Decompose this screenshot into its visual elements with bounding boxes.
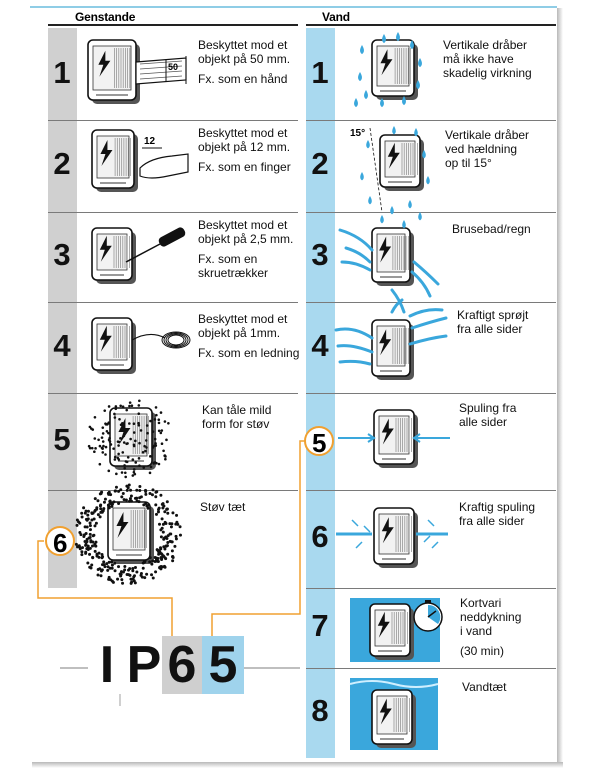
water-description-line: neddykning [460,610,522,624]
solids-description-line: objekt på 12 mm. [198,140,291,154]
solids-header: Genstande [75,10,136,24]
water-description-line: ved hældning [445,142,518,156]
enclosure-icon [370,604,414,660]
enclosure-icon [88,40,140,104]
solids-description-line: Fx. som en hånd [198,72,288,86]
enclosure-icon [372,690,416,748]
water-header: Vand [322,10,350,24]
solids-description-line: form for støv [202,417,270,431]
water-level-number: 8 [311,693,329,728]
solids-description-line: Fx. som en finger [198,160,291,174]
solids-description-line: objekt på 50 mm. [198,52,291,66]
water-description-line: (30 min) [460,644,505,658]
ip-code [88,636,244,694]
water-description-line: Spuling fra [459,401,517,415]
solids-description-line: Beskyttet mod et [198,126,288,140]
water-description-line: skadelig virkning [443,66,532,80]
water-description-line: Kraftigt sprøjt [457,308,529,322]
solids-description-line: Fx. som en ledning [198,346,300,360]
enclosure-icon [372,228,414,286]
enclosure-icon [92,318,136,374]
water-level-number: 3 [311,237,329,272]
water-description-line: fra alle sider [457,322,523,336]
solids-level-number: 2 [53,146,71,181]
enclosure-icon [372,40,418,100]
water-description-line: op til 15° [445,156,492,170]
solids-description-line: Kan tåle mild [202,403,272,417]
dimension-12-label: 12 [144,136,156,147]
solids-description-line: Beskyttet mod et [198,218,288,232]
solids-description-line: Støv tæt [200,500,246,514]
solids-level-number: 5 [53,421,71,457]
solids-description-line: Beskyttet mod et [198,312,288,326]
solids-description-line: objekt på 1mm. [198,326,281,340]
ip-second-digit: 5 [202,636,244,694]
enclosure-icon [374,410,418,468]
water-description-line: fra alle sider [459,514,525,528]
dimension-50-label: 50 [168,62,179,72]
water-description-line: Kraftig spuling [459,500,536,514]
solids-description-line: objekt på 2,5 mm. [198,232,294,246]
solids-level-number: 4 [53,327,71,363]
ip-digit-pointers [38,427,333,636]
water-description-line: alle sider [459,415,508,429]
enclosure-icon [372,320,414,380]
water-level-number: 7 [311,608,329,643]
water-description-line: må ikke have [443,52,514,66]
ip-letter-p: P [126,636,162,694]
water-description-line: Vertikale dråber [443,38,528,52]
solids-level-number: 1 [53,55,71,90]
water-description-line: Kortvari [460,596,502,610]
solids-level-number: 3 [53,237,71,272]
water-level-number: 6 [311,519,329,554]
water-description-line: Brusebad/regn [452,222,531,236]
water-level-number: 2 [311,146,329,181]
water-description-line: Vandtæt [462,680,507,694]
ip-letter-i: I [88,636,126,694]
ip-first-digit: 6 [162,636,202,694]
enclosure-icon [374,508,418,568]
water-description-line: i vand [460,624,493,638]
water-description-line: Vertikale dråber [445,128,530,142]
water-highlight-number: 5 [312,428,327,458]
solids-description-line: Fx. som en [198,252,258,266]
finger-icon [140,148,188,178]
enclosure-icon [92,130,138,192]
water-level-number: 1 [311,55,329,90]
solids-description-line: skruetrækker [198,266,269,280]
solids-description-line: Beskyttet mod et [198,38,288,52]
cable-icon [132,332,190,348]
enclosure-icon [108,502,154,564]
hand-icon [136,56,186,84]
enclosure-icon [380,135,424,191]
enclosure-icon [92,228,136,284]
tilt-angle-label: 15° [350,128,366,139]
water-level-number: 4 [311,327,329,363]
solids-highlight-number: 6 [53,528,68,558]
